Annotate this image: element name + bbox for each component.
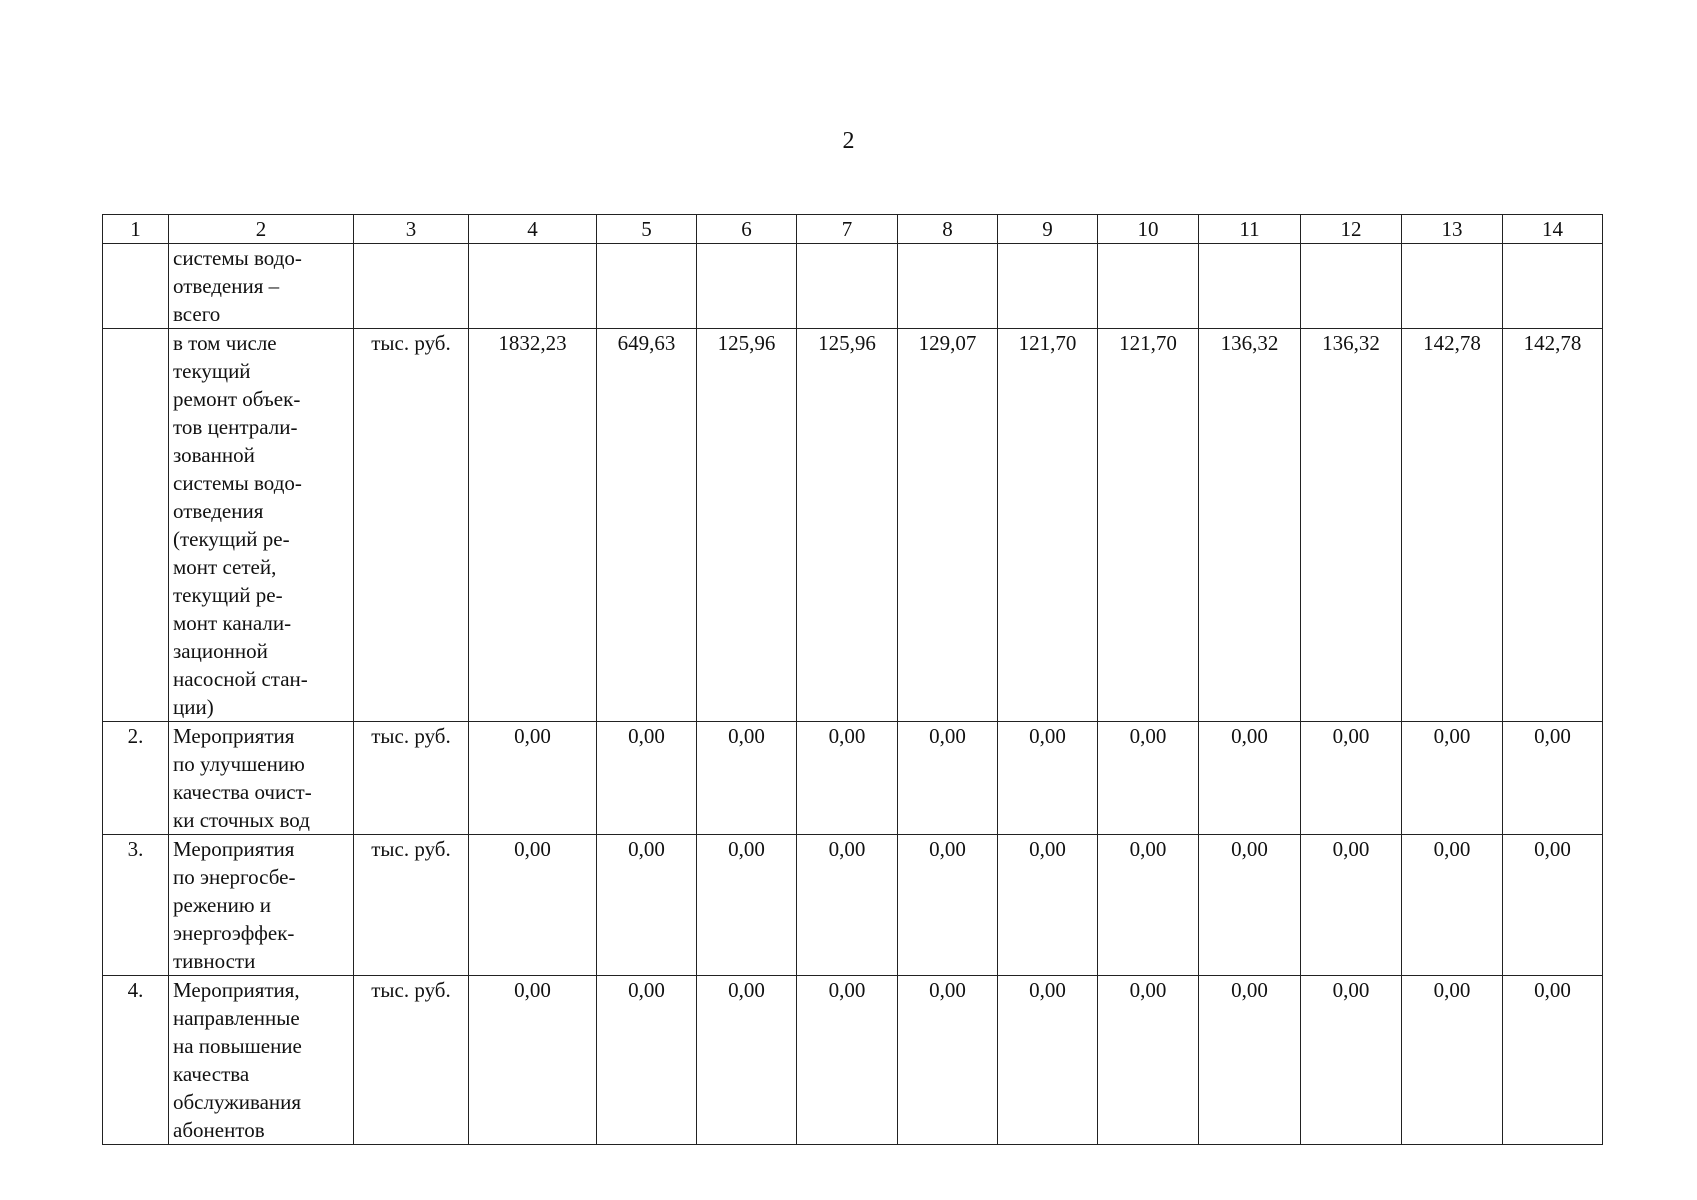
row-name-line: тивности: [173, 949, 256, 973]
row-name-line: Мероприятия: [173, 837, 295, 861]
table-row: [103, 329, 1603, 722]
row-value: [797, 244, 898, 329]
row-value: 0,00: [597, 835, 697, 976]
row-value: [597, 244, 697, 329]
table-row: [103, 976, 1603, 1145]
row-value: 0,00: [697, 976, 797, 1145]
row-name-line: текущий: [173, 359, 251, 383]
row-value: 0,00: [1098, 976, 1199, 1145]
row-number: 2.: [103, 722, 169, 835]
row-name-line: зационной: [173, 639, 268, 663]
row-value: 0,00: [1402, 835, 1503, 976]
column-header: 2: [169, 215, 354, 244]
row-value: [1503, 244, 1603, 329]
row-name-line: системы водо-: [173, 471, 302, 495]
row-name-line: по улучшению: [173, 752, 305, 776]
row-value: 0,00: [1199, 976, 1301, 1145]
row-value: 1832,23: [469, 329, 597, 722]
row-unit: тыс. руб.: [354, 835, 469, 976]
row-name: [169, 835, 354, 976]
column-header: 9: [998, 215, 1098, 244]
row-name-line: ции): [173, 695, 214, 719]
row-name-line: ки сточных вод: [173, 808, 310, 832]
row-value: 0,00: [697, 835, 797, 976]
row-value: 0,00: [797, 976, 898, 1145]
row-value: 0,00: [597, 722, 697, 835]
column-header: 7: [797, 215, 898, 244]
row-value: 0,00: [1402, 722, 1503, 835]
column-header: 5: [597, 215, 697, 244]
row-value: 0,00: [998, 835, 1098, 976]
row-value: 0,00: [469, 976, 597, 1145]
column-header: 10: [1098, 215, 1199, 244]
row-name-line: текущий ре-: [173, 583, 283, 607]
row-value: 129,07: [898, 329, 998, 722]
column-header: 1: [103, 215, 169, 244]
row-name-line: отведения –: [173, 274, 280, 298]
row-value: 0,00: [1301, 722, 1402, 835]
column-header: 4: [469, 215, 597, 244]
row-name-line: на повышение: [173, 1034, 302, 1058]
row-value: [1098, 244, 1199, 329]
row-number: [103, 329, 169, 722]
row-value: [697, 244, 797, 329]
table-row: [103, 722, 1603, 835]
row-name-line: зованной: [173, 443, 255, 467]
row-value: 0,00: [1503, 835, 1603, 976]
row-name: [169, 722, 354, 835]
row-value: 0,00: [1199, 722, 1301, 835]
row-value: 125,96: [697, 329, 797, 722]
row-value: 0,00: [1199, 835, 1301, 976]
column-header: 3: [354, 215, 469, 244]
row-value: 0,00: [797, 835, 898, 976]
row-value: 0,00: [1301, 976, 1402, 1145]
row-name-line: тов централи-: [173, 415, 298, 439]
row-value: 0,00: [469, 722, 597, 835]
column-header: 8: [898, 215, 998, 244]
row-value: 0,00: [797, 722, 898, 835]
row-unit: [354, 244, 469, 329]
row-value: 649,63: [597, 329, 697, 722]
row-name-line: насосной стан-: [173, 667, 308, 691]
row-name-line: Мероприятия: [173, 724, 295, 748]
row-value: 0,00: [1503, 722, 1603, 835]
row-value: [1301, 244, 1402, 329]
row-value: 0,00: [898, 976, 998, 1145]
row-number: [103, 244, 169, 329]
row-unit: тыс. руб.: [354, 976, 469, 1145]
row-value: 121,70: [998, 329, 1098, 722]
row-value: [898, 244, 998, 329]
column-header: 14: [1503, 215, 1603, 244]
row-value: 0,00: [1098, 722, 1199, 835]
row-name: [169, 244, 354, 329]
row-name-line: абонентов: [173, 1118, 265, 1142]
row-name-line: отведения: [173, 499, 264, 523]
row-name-line: по энергосбе-: [173, 865, 296, 889]
row-value: 136,32: [1199, 329, 1301, 722]
row-name-line: монт канали-: [173, 611, 292, 635]
row-name-line: обслуживания: [173, 1090, 302, 1114]
row-value: 142,78: [1402, 329, 1503, 722]
table-row: [103, 835, 1603, 976]
row-value: [1199, 244, 1301, 329]
row-name-line: качества очист-: [173, 780, 312, 804]
row-value: 0,00: [1402, 976, 1503, 1145]
row-name-line: Мероприятия,: [173, 978, 300, 1002]
row-value: 0,00: [1301, 835, 1402, 976]
row-value: 0,00: [998, 722, 1098, 835]
row-value: 0,00: [898, 722, 998, 835]
row-value: 0,00: [1503, 976, 1603, 1145]
row-number: 3.: [103, 835, 169, 976]
row-value: 0,00: [898, 835, 998, 976]
table-row: [103, 244, 1603, 329]
row-name-line: ремонт объек-: [173, 387, 301, 411]
row-unit: тыс. руб.: [354, 722, 469, 835]
row-value: 0,00: [597, 976, 697, 1145]
row-value: 136,32: [1301, 329, 1402, 722]
row-value: 0,00: [697, 722, 797, 835]
row-unit: тыс. руб.: [354, 329, 469, 722]
table-header-row: [103, 215, 1603, 244]
row-name: [169, 329, 354, 722]
row-number: 4.: [103, 976, 169, 1145]
column-header: 11: [1199, 215, 1301, 244]
row-name-line: всего: [173, 302, 221, 326]
column-header: 12: [1301, 215, 1402, 244]
row-name-line: режению и: [173, 893, 272, 917]
row-name-line: системы водо-: [173, 246, 302, 270]
column-header: 13: [1402, 215, 1503, 244]
row-value: 0,00: [1098, 835, 1199, 976]
row-value: [998, 244, 1098, 329]
row-value: [1402, 244, 1503, 329]
row-name: [169, 976, 354, 1145]
page-number: 2: [842, 128, 855, 154]
row-value: 0,00: [998, 976, 1098, 1145]
row-value: 142,78: [1503, 329, 1603, 722]
row-name-line: монт сетей,: [173, 555, 277, 579]
row-name-line: энергоэффек-: [173, 921, 295, 945]
row-name-line: (текущий ре-: [173, 527, 290, 551]
row-value: [469, 244, 597, 329]
row-value: 121,70: [1098, 329, 1199, 722]
row-name-line: качества: [173, 1062, 250, 1086]
row-value: 125,96: [797, 329, 898, 722]
data-table: [102, 214, 1603, 1145]
column-header: 6: [697, 215, 797, 244]
row-name-line: в том числе: [173, 331, 277, 355]
row-value: 0,00: [469, 835, 597, 976]
row-name-line: направленные: [173, 1006, 300, 1030]
